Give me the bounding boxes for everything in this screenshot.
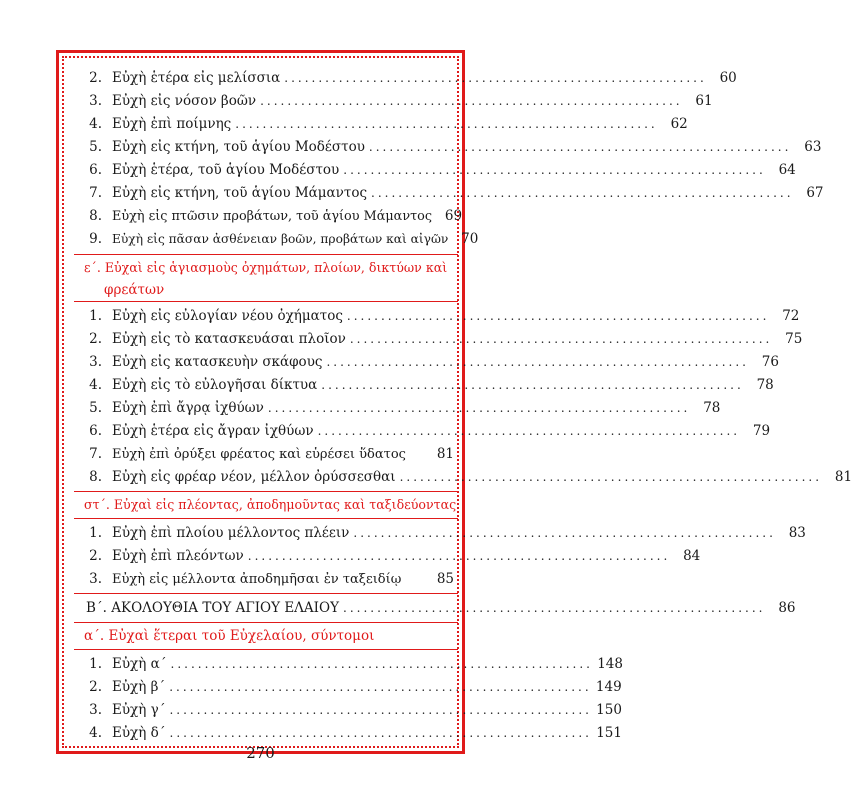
entry-page: 69: [444, 208, 463, 224]
entry-title: Εὐχὴ ἐπὶ ὀρύξει φρέατος καὶ εὑρέσει ὕδατος: [112, 447, 406, 462]
entry-title: Εὐχὴ ἐπὶ πλοίου μέλλοντος πλέειν: [112, 525, 350, 541]
dot-leader: ..............................................................: [321, 378, 744, 392]
entry-number: 7.: [89, 185, 102, 201]
section-rule: [74, 649, 458, 650]
dot-leader: ..............................................................: [169, 703, 592, 717]
section-heading-line: στ΄. Εὐχαὶ εἰς πλέοντας, ἀποδημοῦντας καὶ ταξιδεύοντας: [84, 497, 457, 512]
entry-number: 7.: [89, 446, 102, 462]
entry-title: Εὐχὴ εἰς εὐλογίαν νέου ὀχήματος: [112, 308, 343, 324]
toc-entry: [72, 397, 721, 419]
entry-page: 63: [804, 139, 822, 155]
entry-title: Εὐχὴ ἐπὶ ἄγρᾳ ἰχθύων: [112, 400, 264, 416]
dot-leader: ..............................................................: [235, 117, 658, 131]
footer-rule-right: [285, 753, 455, 754]
entry-title: Εὐχὴ γ΄: [112, 702, 166, 718]
entry-title: Εὐχὴ ἑτέρα, τοῦ ἁγίου Μοδέστου: [112, 162, 340, 178]
entry-page: 86: [778, 600, 796, 616]
toc-entry: [72, 182, 824, 204]
dot-leader: ..............................................................: [353, 526, 776, 540]
entry-number: 1.: [89, 656, 102, 672]
entry-page: 84: [683, 548, 701, 564]
toc-entry: [72, 228, 479, 250]
entry-page: 81: [436, 446, 454, 462]
entry-title: Εὐχὴ εἰς φρέαρ νέον, μέλλον ὀρύσσεσθαι: [112, 469, 396, 485]
dot-leader: ..............................................................: [169, 726, 592, 740]
entry-title: Εὐχὴ ἑτέρα εἰς μελίσσια: [112, 70, 281, 86]
toc-entry: [72, 90, 713, 112]
dot-leader: ..............................................................: [326, 355, 749, 369]
dot-leader: ..............................................................: [349, 332, 773, 346]
toc-content: [72, 0, 852, 800]
entry-page: 148: [597, 656, 623, 672]
page-number: 270: [246, 744, 275, 762]
entry-page: 62: [670, 116, 688, 132]
dot-leader: ..............................................................: [317, 424, 741, 438]
toc-entry: [72, 136, 822, 158]
toc-entry-part-heading: [72, 597, 796, 619]
toc-entry: [72, 676, 622, 698]
entry-page: 149: [595, 679, 622, 695]
section-rule: [74, 622, 458, 623]
entry-title: Εὐχὴ δ΄: [112, 725, 166, 741]
entry-page: 81: [834, 469, 852, 485]
entry-page: 83: [788, 525, 806, 541]
entry-title: Εὐχὴ ἐπὶ ποίμνης: [112, 116, 232, 132]
section-heading: [84, 625, 454, 647]
dot-leader: ..............................................................: [343, 163, 766, 177]
entry-page: 75: [785, 331, 803, 347]
section-rule: [74, 301, 458, 302]
entry-page: 67: [806, 185, 824, 201]
entry-number: 5.: [89, 400, 102, 416]
entry-page: 76: [761, 354, 779, 370]
entry-number: 9.: [89, 231, 102, 247]
toc-entry: [72, 159, 796, 181]
toc-entry: [72, 205, 463, 227]
entry-page: 72: [782, 308, 800, 324]
entry-number: 3.: [89, 571, 102, 587]
entry-title: Εὐχὴ εἰς νόσον βοῶν: [112, 93, 257, 109]
toc-entry: [72, 699, 622, 721]
entry-title: Εὐχὴ α΄: [112, 656, 167, 672]
entry-title: Εὐχὴ εἰς μέλλοντα ἀποδημῆσαι ἐν ταξειδίῳ: [112, 572, 402, 587]
entry-page: 60: [719, 70, 737, 86]
dot-leader: ..............................................................: [247, 549, 671, 563]
entry-number: 3.: [89, 93, 102, 109]
entry-page: 70: [461, 231, 479, 247]
entry-title: Εὐχὴ εἰς πτῶσιν προβάτων, τοῦ ἁγίου Μάμαντος: [112, 209, 433, 224]
toc-entry: [72, 420, 771, 442]
entry-number: 6.: [89, 423, 102, 439]
entry-title: Εὐχὴ εἰς κτήνη, τοῦ ἁγίου Μοδέστου: [112, 139, 365, 155]
dot-leader: ..............................................................: [371, 186, 794, 200]
dot-leader: ..............................................................: [260, 94, 683, 108]
entry-number: 1.: [89, 308, 102, 324]
entry-page: 78: [756, 377, 774, 393]
entry-page: 79: [752, 423, 771, 439]
footer-rule-left: [66, 753, 236, 754]
section-heading-line: φρεάτων: [104, 282, 165, 298]
dot-leader: ..............................................................: [170, 657, 593, 671]
entry-title: Εὐχὴ ἑτέρα εἰς ἄγραν ἰχθύων: [112, 423, 314, 439]
dot-leader: ..............................................................: [169, 680, 592, 694]
entry-page: 151: [596, 725, 622, 741]
entry-page: 150: [596, 702, 622, 718]
section-heading-line: α΄. Εὐχαὶ ἕτεραι τοῦ Εὐχελαίου, σύντομοι: [84, 628, 375, 644]
section-rule: [74, 491, 458, 492]
toc-entry: [72, 113, 688, 135]
section-rule: [74, 518, 458, 519]
page-footer: [56, 741, 465, 765]
entry-title: Εὐχὴ ἐπὶ πλεόντων: [112, 548, 244, 564]
section-heading-line: ε΄. Εὐχαὶ εἰς ἁγιασμοὺς ὀχημάτων, πλοίων, δικτύων καὶ: [84, 260, 448, 275]
entry-title: Εὐχὴ εἰς τὸ εὐλογῆσαι δίκτυα: [112, 377, 318, 393]
entry-title: Εὐχὴ εἰς κατασκευὴν σκάφους: [112, 354, 323, 370]
toc-entry: [72, 545, 701, 567]
section-heading: [84, 257, 454, 301]
dot-leader: ..............................................................: [343, 601, 766, 615]
toc-entry: [72, 351, 779, 373]
entry-title: Εὐχὴ εἰς τὸ κατασκευάσαι πλοῖον: [112, 331, 346, 347]
toc-entry: [72, 67, 737, 89]
toc-entry: [72, 374, 774, 396]
entry-page: 85: [436, 571, 454, 587]
entry-number: 2.: [89, 679, 102, 695]
entry-page: 64: [778, 162, 796, 178]
dot-leader: ..............................................................: [346, 309, 770, 323]
entry-number: 3.: [89, 354, 102, 370]
entry-number: 4.: [89, 725, 102, 741]
toc-entry: [72, 653, 623, 675]
toc-entry: [72, 568, 454, 590]
dot-leader: ..............................................................: [399, 470, 823, 484]
entry-title: Εὐχὴ εἰς κτήνη, τοῦ ἁγίου Μάμαντος: [112, 185, 368, 201]
section-heading: [84, 494, 457, 516]
entry-number: 6.: [89, 162, 102, 178]
dot-leader: ..............................................................: [368, 140, 792, 154]
toc-entry: [72, 305, 800, 327]
toc-entry: [72, 522, 806, 544]
entry-title: Εὐχὴ εἰς πᾶσαν ἀσθένειαν βοῶν, προβάτων καὶ αἰγῶν: [112, 232, 449, 246]
toc-entry: [72, 328, 803, 350]
section-rule: [74, 254, 458, 255]
entry-number: 5.: [89, 139, 102, 155]
entry-number: 3.: [89, 702, 102, 718]
entry-number: 8.: [89, 208, 102, 224]
dot-leader: ..............................................................: [267, 401, 691, 415]
section-rule: [74, 593, 458, 594]
toc-entry: [72, 466, 852, 488]
entry-page: 78: [703, 400, 721, 416]
part-heading-title: Β΄. ΑΚΟΛΟΥΘΙΑ ΤΟΥ ΑΓΙΟΥ ΕΛΑΙΟΥ: [86, 600, 339, 616]
toc-entry: [72, 443, 454, 465]
entry-number: 8.: [89, 469, 102, 485]
entry-number: 4.: [89, 116, 102, 132]
dot-leader: ..............................................................: [284, 71, 707, 85]
entry-number: 4.: [89, 377, 102, 393]
entry-title: Εὐχὴ β΄: [112, 679, 166, 695]
entry-number: 2.: [89, 331, 102, 347]
entry-number: 1.: [89, 525, 102, 541]
entry-number: 2.: [89, 70, 102, 86]
entry-number: 2.: [89, 548, 102, 564]
entry-page: 61: [695, 93, 713, 109]
